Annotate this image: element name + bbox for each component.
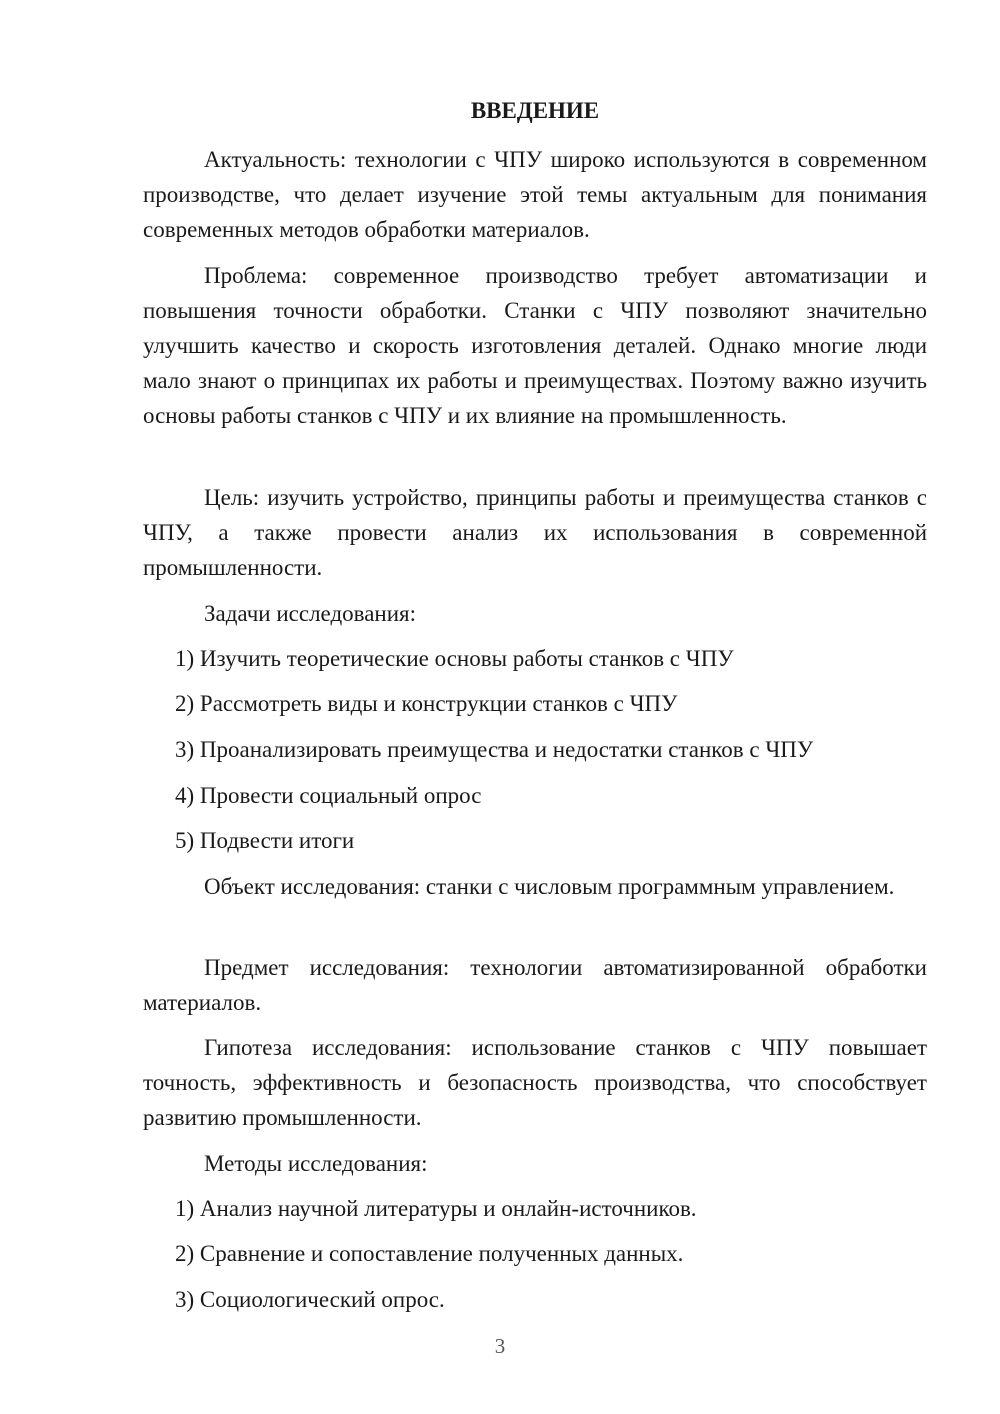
- page-number: 3: [494, 1334, 506, 1358]
- paragraph-problem: Проблема: современное производство требует автоматизации и повышения точности обработки. Станки с ЧПУ позволяют значительно улучшить качество и скорость изготовления деталей. Однако многие люди мало знают о принципах их работы и преимуществах. Поэтому важно изучить основы работы станков с ЧПУ и их влияние на промышленность.: [143, 263, 927, 428]
- paragraph-hypothesis: Гипотеза исследования: использование станков с ЧПУ повышает точность, эффективность и безопасность производства, что способствует развитию промышленности.: [143, 1035, 927, 1130]
- section-title: ВВЕДЕНИЕ: [470, 98, 600, 123]
- task-item-2: 2) Рассмотреть виды и конструкции станков с ЧПУ: [175, 691, 678, 716]
- task-item-1: 1) Изучить теоретические основы работы станков с ЧПУ: [175, 646, 734, 671]
- methods-heading: Методы исследования:: [204, 1151, 428, 1176]
- tasks-heading: Задачи исследования:: [204, 601, 417, 626]
- paragraph-object: Объект исследования: станки с числовым программным управлением.: [204, 874, 895, 899]
- paragraph-subject: Предмет исследования: технологии автоматизированной обработки материалов.: [143, 955, 927, 1015]
- task-item-5: 5) Подвести итоги: [175, 828, 355, 853]
- method-item-3: 3) Социологический опрос.: [175, 1287, 445, 1312]
- paragraph-relevance: Актуальность: технологии с ЧПУ широко используются в современном производстве, что делает изучение этой темы актуальным для понимания современных методов обработки материалов.: [143, 147, 927, 242]
- paragraph-goal: Цель: изучить устройство, принципы работы и преимущества станков с ЧПУ, а также провести анализ их использования в современной промышленности.: [143, 485, 927, 580]
- task-item-4: 4) Провести социальный опрос: [175, 783, 482, 808]
- task-item-3: 3) Проанализировать преимущества и недостатки станков с ЧПУ: [175, 737, 814, 762]
- method-item-2: 2) Сравнение и сопоставление полученных данных.: [175, 1241, 684, 1266]
- method-item-1: 1) Анализ научной литературы и онлайн-источников.: [175, 1196, 697, 1221]
